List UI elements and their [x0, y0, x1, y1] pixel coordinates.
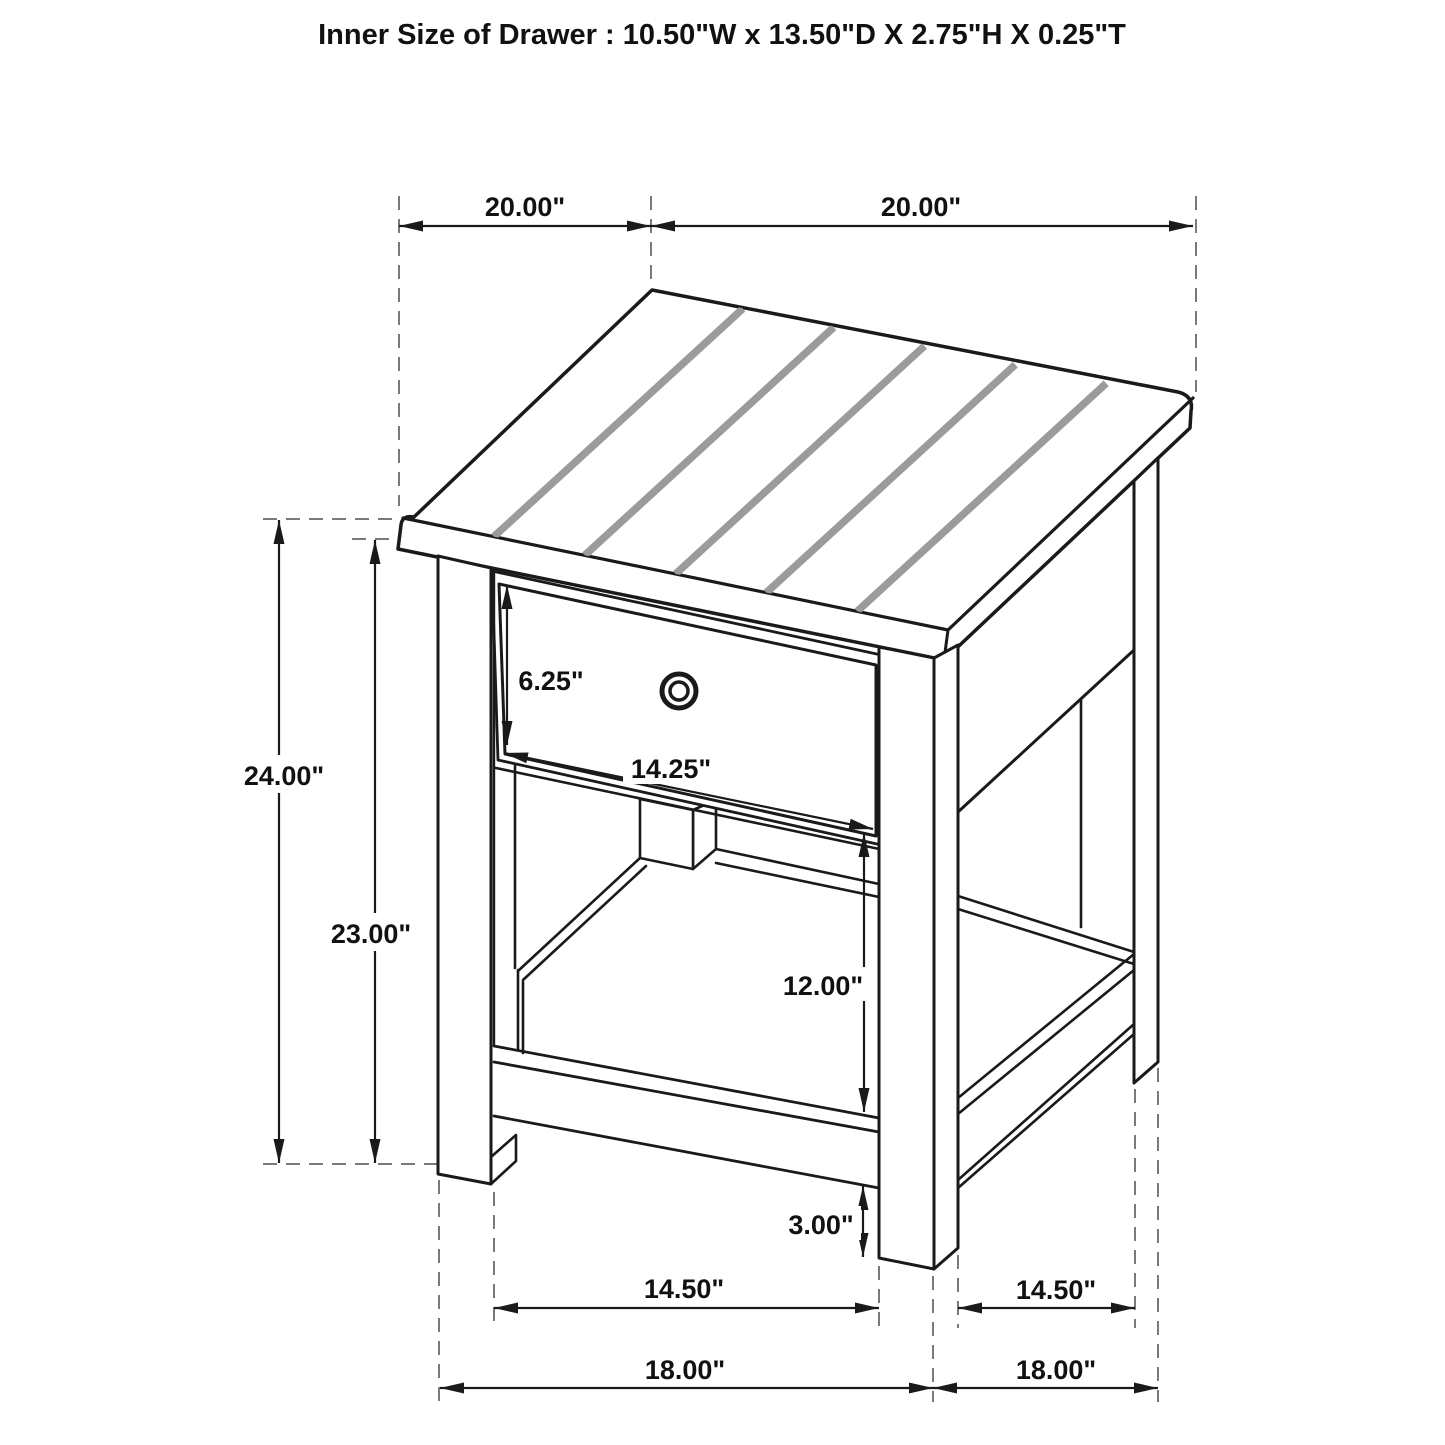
label-height-24: 24.00" [243, 761, 325, 791]
label-shelf-clearance: 12.00" [782, 971, 864, 1001]
back-leg-front-face [640, 799, 693, 869]
shelf-front-bottom-edge [494, 1116, 879, 1188]
shelf-right-mid-edge [958, 970, 1134, 1114]
center-leg-front-face [879, 647, 934, 1269]
shelf-right-top-edge [958, 954, 1134, 1098]
back-rail-right-bottom [958, 909, 1134, 964]
label-top-right-20: 20.00" [880, 192, 962, 222]
shelf-front-mid-edge [494, 1062, 879, 1132]
back-rail-right-top [958, 896, 1134, 952]
label-base-front: 18.00" [644, 1355, 726, 1385]
stretcher-right-top [958, 1024, 1134, 1180]
right-apron-bottom-edge [958, 650, 1134, 812]
label-top-left-20: 20.00" [484, 192, 566, 222]
shelf-back-left-edge-inner [523, 866, 646, 980]
shelf-front-top-edge [494, 1046, 879, 1118]
label-shelf-front: 14.50" [643, 1274, 725, 1304]
label-shelf-side: 14.50" [1015, 1275, 1097, 1305]
label-base-side: 18.00" [1015, 1355, 1097, 1385]
right-interior-lines [958, 699, 1134, 1188]
diagram-title: Inner Size of Drawer : 10.50"W x 13.50"D X 2.75"H X 0.25"T [318, 19, 1126, 51]
left-leg [438, 556, 491, 1184]
label-height-23: 23.00" [330, 919, 412, 949]
center-leg-side-face [934, 645, 958, 1269]
stretcher-right-bottom [958, 1034, 1134, 1188]
label-foot-clearance: 3.00" [788, 1210, 854, 1240]
shelf-back-left-edge [518, 858, 640, 971]
label-drawer-height: 6.25" [518, 666, 584, 696]
right-leg [1134, 458, 1158, 1083]
label-drawer-width: 14.25" [630, 754, 712, 784]
front-shelf-band [494, 1046, 879, 1188]
end-table-drawing [398, 290, 1193, 1269]
left-leg-side-wedge [491, 1135, 516, 1184]
